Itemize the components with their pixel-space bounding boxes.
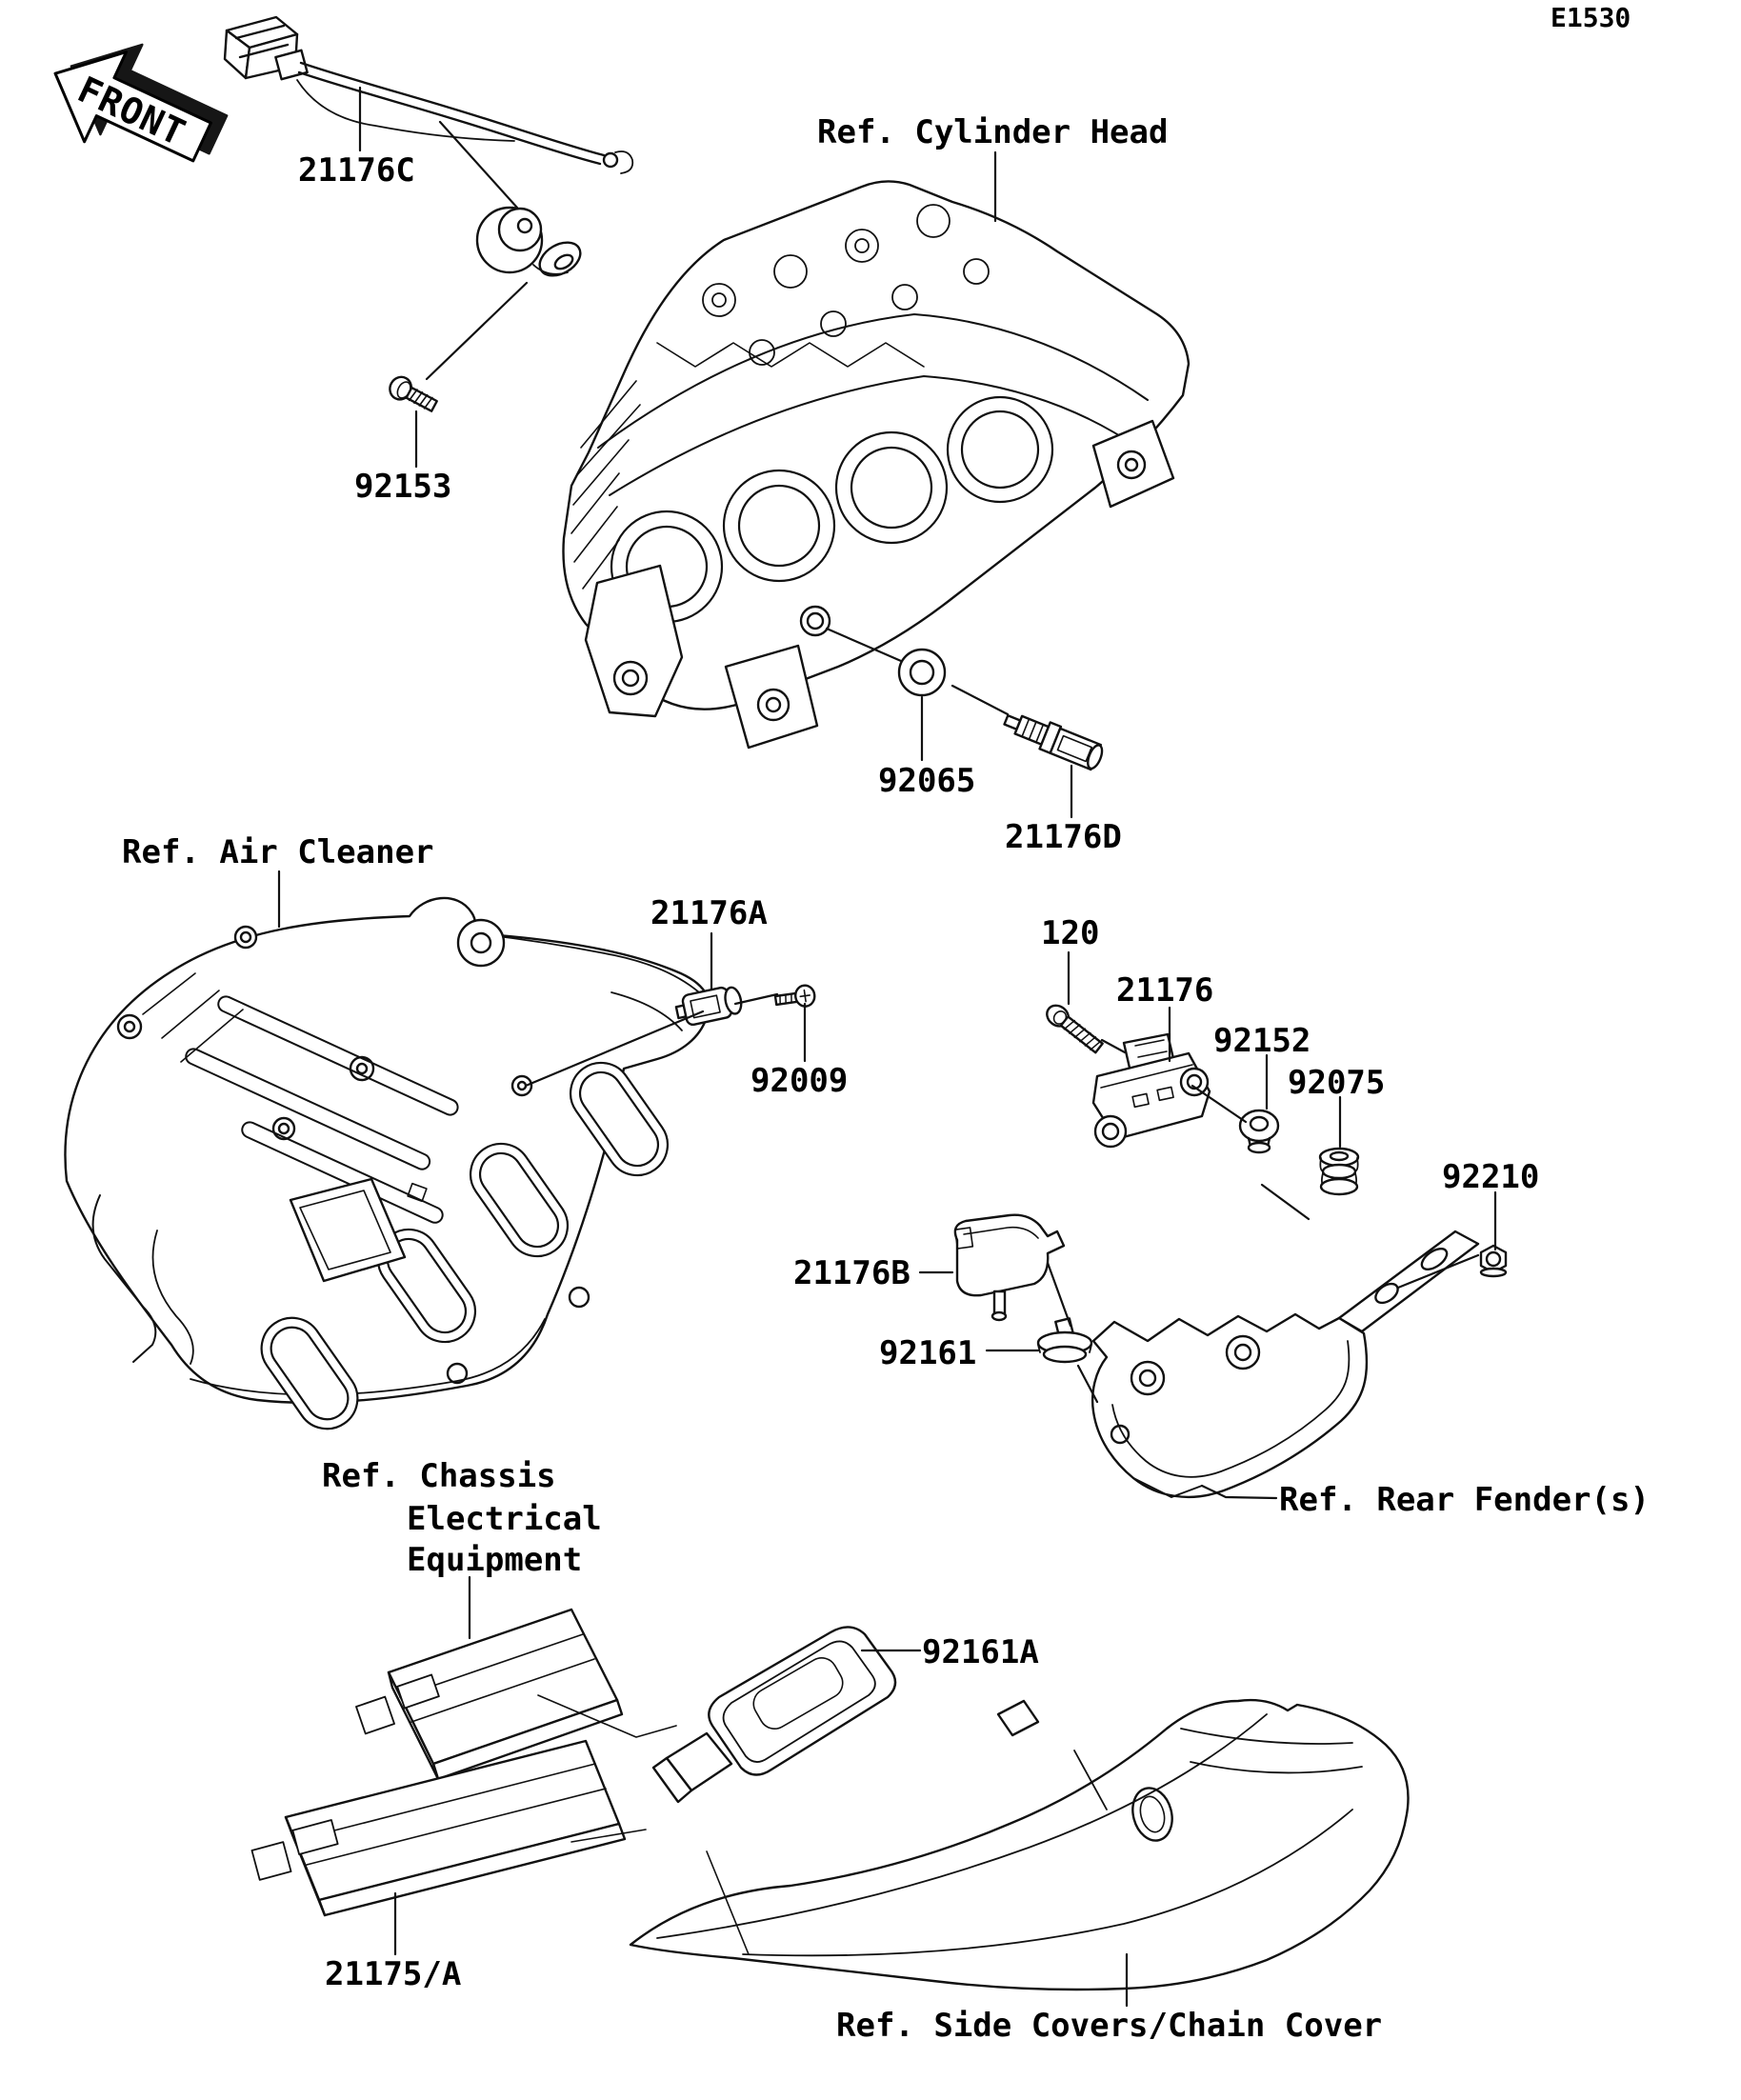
callout-21176C: 21176C [298,151,415,190]
callout-ref-cylinder-head: Ref. Cylinder Head [817,113,1169,151]
callout-21176B: 21176B [793,1254,911,1292]
callout-ref-air-cleaner: Ref. Air Cleaner [122,833,434,871]
map-sensor-21176B-drawing [955,1215,1064,1320]
callout-ref-side-covers: Ref. Side Covers/Chain Cover [836,2007,1383,2045]
callout-92152: 92152 [1213,1022,1311,1060]
callout-ref-chassis-line1: Ref. Chassis [322,1457,556,1495]
front-arrow [34,16,239,191]
grommet-92075-drawing [1320,1149,1358,1194]
callout-21176D: 21176D [1005,818,1122,856]
callout-92153: 92153 [354,468,452,506]
callout-21175A: 21175/A [325,1955,462,1993]
air-cleaner-drawing [65,898,709,1441]
sensor-21176-drawing [1093,1034,1210,1147]
cylinder-head-drawing [563,181,1189,748]
callout-ref-chassis-line3: Equipment [407,1541,583,1579]
front-arrow-label: FRONT [71,68,192,155]
damper-92161-drawing [1038,1318,1091,1362]
nut-92210-drawing [1481,1246,1506,1276]
callout-92210: 92210 [1442,1158,1540,1196]
page-code: E1530 [1551,2,1631,33]
bolt-120-drawing [1043,1001,1105,1055]
temp-sensor-21176D-drawing [1001,707,1106,771]
cam-sensor-21176C-drawing [225,17,632,416]
callout-ref-chassis-line2: Electrical [407,1500,602,1538]
callout-ref-rear-fender: Ref. Rear Fender(s) [1279,1481,1650,1519]
callout-120: 120 [1041,914,1100,952]
callout-21176: 21176 [1116,971,1214,1010]
callout-92065: 92065 [878,762,976,800]
rear-fender-bracket-drawing [1092,1231,1478,1497]
callout-92075: 92075 [1288,1064,1386,1102]
screw-92009-drawing [774,984,816,1010]
callout-21176A: 21176A [650,894,768,932]
callout-92161A: 92161A [922,1633,1039,1671]
damper-92161A-drawing [653,1627,895,1802]
callout-92161: 92161 [879,1334,977,1372]
grommet-92152-drawing [1240,1110,1278,1152]
callout-92009: 92009 [750,1062,849,1100]
washer-92065-drawing [899,650,945,695]
